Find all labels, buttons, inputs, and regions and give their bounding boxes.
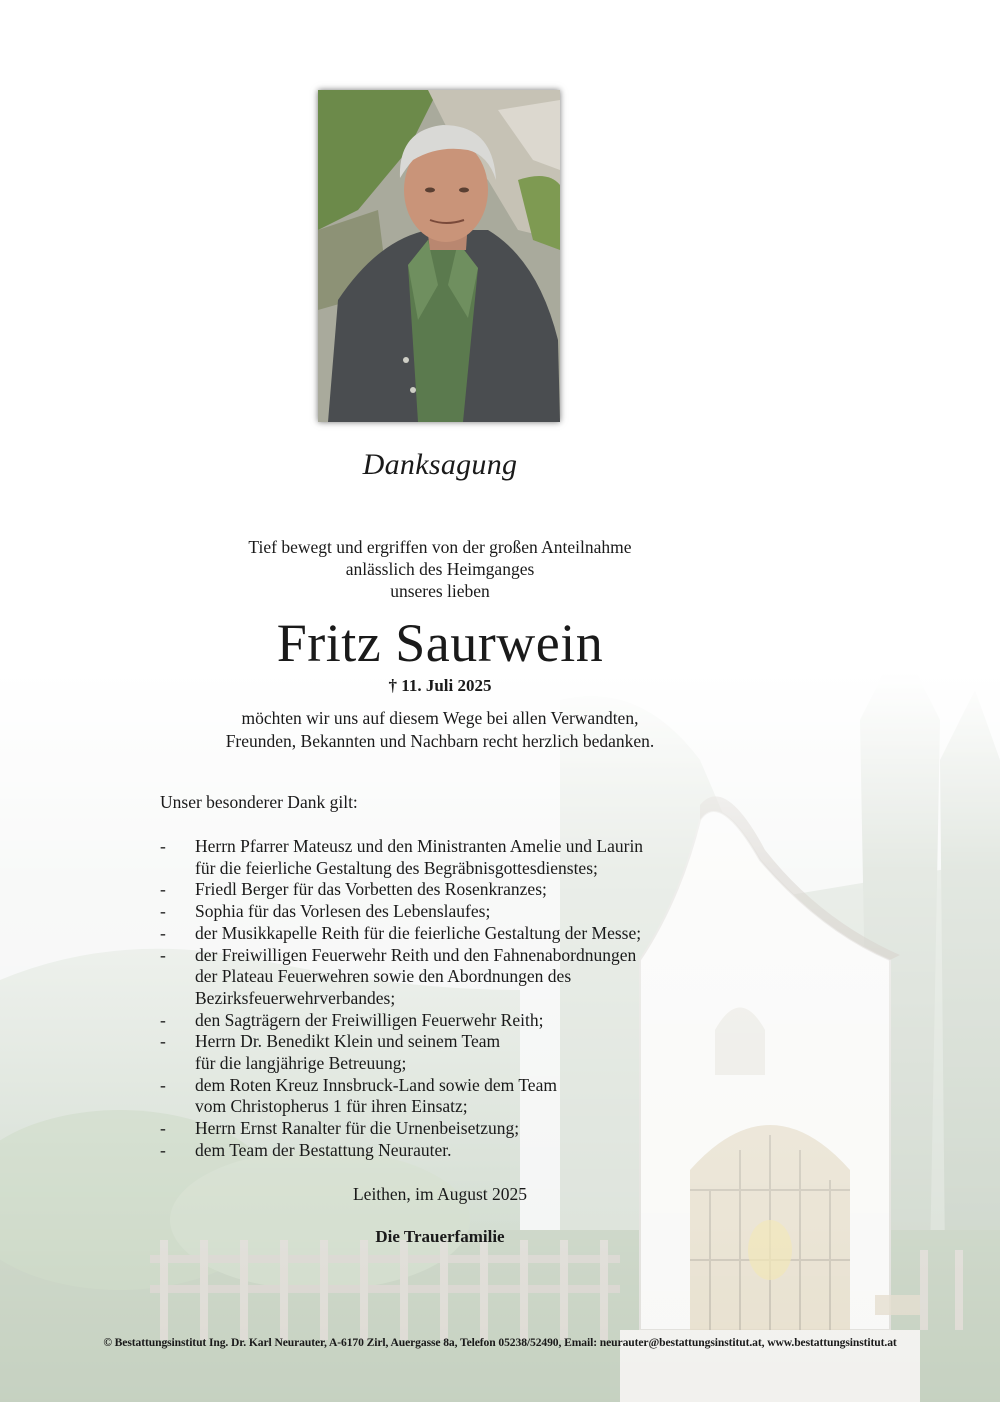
- list-marker: -: [160, 1118, 166, 1139]
- list-item: [160, 945, 643, 1010]
- special-thanks-title: Unser besonderer Dank gilt:: [160, 792, 358, 812]
- list-item-line: dem Team der Bestattung Neurauter.: [195, 1139, 452, 1160]
- intro-line: anlässlich des Heimganges: [345, 559, 535, 579]
- list-item-line: für die langjährige Betreuung;: [195, 1053, 407, 1074]
- list-item-line: der Musikkapelle Reith für die feierliche Gestaltung der Messe;: [195, 922, 642, 943]
- list-item: [160, 1075, 643, 1118]
- list-item: [160, 1031, 643, 1074]
- list-item: [160, 901, 643, 923]
- list-item: [160, 1118, 643, 1140]
- intro-text: [0, 536, 880, 602]
- list-item-line: Friedl Berger für das Vorbetten des Rosenkranzes;: [195, 879, 547, 900]
- list-item: [160, 1140, 643, 1162]
- deceased-name: Fritz Saurwein: [276, 613, 604, 673]
- list-item-line: Herrn Ernst Ranalter für die Urnenbeisetzung;: [195, 1118, 520, 1139]
- thanks-line: Freunden, Bekannten und Nachbarn recht herzlich bedanken.: [225, 731, 655, 751]
- special-thanks-list: [160, 836, 643, 1162]
- list-item-line: Bezirksfeuerwehrverbandes;: [195, 987, 396, 1008]
- intro-line: unseres lieben: [390, 581, 490, 601]
- intro-line: Tief bewegt und ergriffen von der großen Anteilnahme: [248, 537, 632, 557]
- portrait-photo: [318, 90, 560, 422]
- thanks-text: [0, 707, 880, 753]
- list-item-line: Herrn Dr. Benedikt Klein und seinem Team: [195, 1031, 501, 1052]
- page-title: Danksagung: [362, 448, 518, 481]
- list-item-line: vom Christopherus 1 für ihren Einsatz;: [195, 1096, 468, 1117]
- list-marker: -: [160, 836, 166, 856]
- list-item: [160, 836, 643, 879]
- list-item-line: Sophia für das Vorlesen des Lebenslaufes;: [195, 901, 491, 922]
- thanks-line: möchten wir uns auf diesem Wege bei allen Verwandten,: [241, 708, 639, 728]
- list-item: [160, 923, 643, 945]
- list-marker: -: [160, 1009, 166, 1030]
- list-marker: -: [160, 1031, 166, 1052]
- list-item-line: Herrn Pfarrer Mateusz und den Ministranten Amelie und Laurin: [195, 836, 644, 856]
- footer-contact: © Bestattungsinstitut Ing. Dr. Karl Neurauter, A-6170 Zirl, Auergasse 8a, Telefon 05238/52490, Email: neurauter@bestattungsinstitut.at, www.bestattungsinstitut.at: [103, 1336, 897, 1349]
- list-marker: -: [160, 922, 166, 943]
- list-item-line: für die feierliche Gestaltung des Begräbnisgottesdienstes;: [195, 857, 598, 878]
- list-item-line: der Freiwilligen Feuerwehr Reith und den Fahnenabordnungen: [195, 944, 637, 965]
- list-item-line: den Sagträgern der Freiwilligen Feuerwehr Reith;: [195, 1009, 544, 1030]
- signature: Die Trauerfamilie: [375, 1227, 505, 1246]
- list-item-line: der Plateau Feuerwehren sowie den Abordnungen des: [195, 966, 572, 987]
- place-date: Leithen, im August 2025: [352, 1184, 528, 1204]
- list-item: [160, 879, 643, 901]
- list-marker: -: [160, 944, 166, 965]
- list-marker: -: [160, 879, 166, 900]
- list-marker: -: [160, 1074, 166, 1095]
- list-marker: -: [160, 901, 166, 922]
- list-item-line: dem Roten Kreuz Innsbruck-Land sowie dem Team: [195, 1074, 557, 1095]
- death-date: † 11. Juli 2025: [388, 676, 492, 695]
- list-marker: -: [160, 1139, 166, 1160]
- list-item: [160, 1010, 643, 1032]
